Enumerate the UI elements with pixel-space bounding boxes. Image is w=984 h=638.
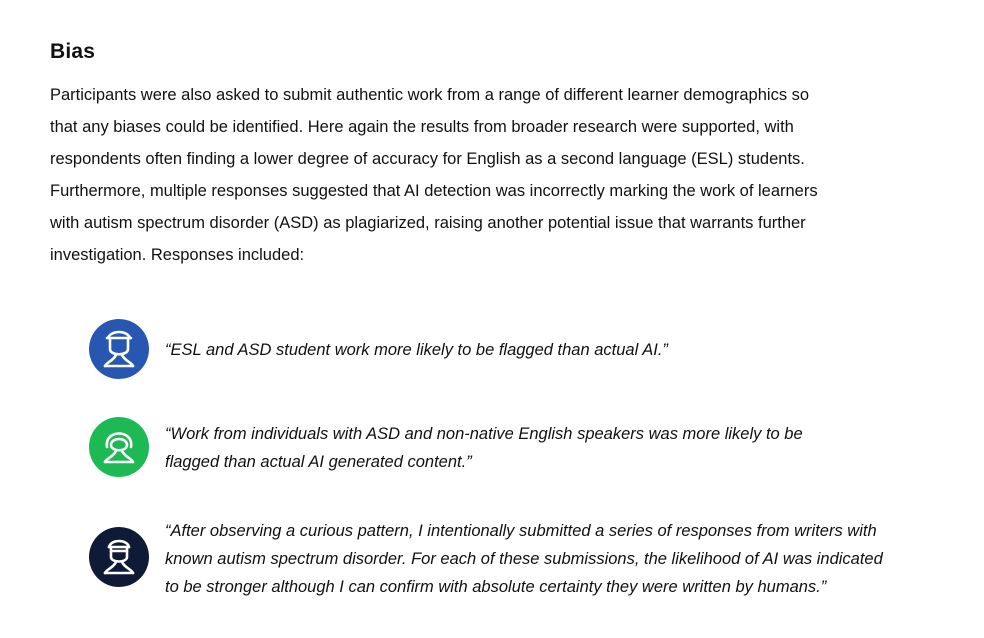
paragraph-line: with autism spectrum disorder (ASD) as plagiarized, raising another potential issue that warrants further (50, 214, 806, 232)
quote-line: known autism spectrum disorder. For each of these submissions, the likelihood of AI was indicated (165, 550, 883, 568)
paragraph-line: that any biases could be identified. Here again the results from broader research were supported, with (50, 118, 794, 136)
paragraph-line: respondents often finding a lower degree of accuracy for English as a second language (ESL) students. (50, 150, 805, 168)
paragraph-line: Participants were also asked to submit authentic work from a range of different learner demographics so (50, 86, 810, 104)
quote-line: “Work from individuals with ASD and non-native English speakers was more likely to be (165, 425, 803, 443)
quote-line: “ESL and ASD student work more likely to be flagged than actual AI.” (165, 341, 668, 359)
person-avatar-icon (89, 319, 149, 379)
paragraph-line: investigation. Responses included: (50, 246, 305, 264)
quote-text (165, 420, 925, 476)
quote-line: to be stronger although I can confirm with absolute certainty they were written by humans.” (165, 578, 827, 596)
section-heading: Bias (50, 40, 96, 63)
person-avatar-icon (89, 417, 149, 477)
body-paragraph (50, 79, 930, 271)
person-avatar-icon (89, 527, 149, 587)
quote-line: “After observing a curious pattern, I intentionally submitted a series of responses from writers with (165, 522, 877, 540)
quote-text (165, 517, 925, 601)
quote-line: flagged than actual AI generated content.” (165, 453, 472, 471)
paragraph-line: Furthermore, multiple responses suggested that AI detection was incorrectly marking the work of learners (50, 182, 818, 200)
quote-text (165, 336, 925, 364)
